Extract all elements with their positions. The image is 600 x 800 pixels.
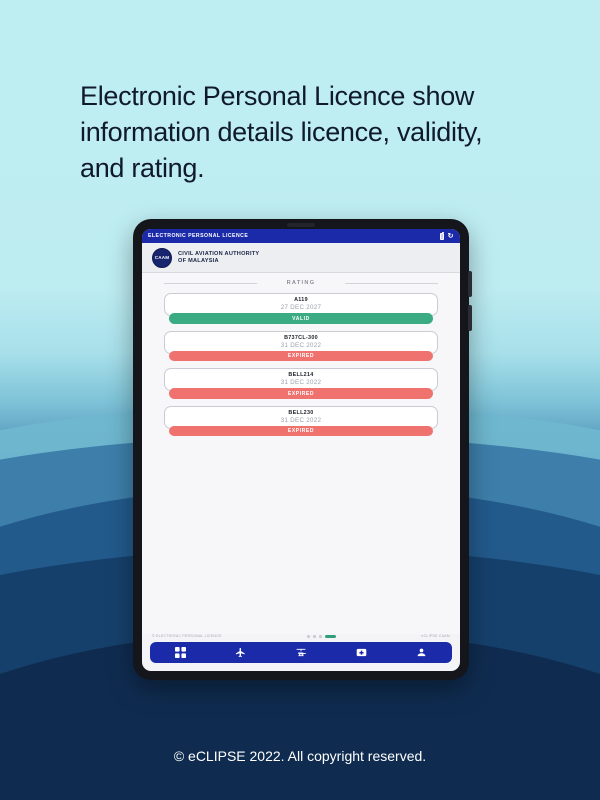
rating-card[interactable] [164, 331, 438, 362]
helicopter-icon [295, 647, 307, 658]
dashboard-icon [175, 647, 186, 658]
rating-name: A119 [294, 297, 308, 303]
rating-expiry-date: 31 DEC 2022 [280, 379, 322, 386]
nav-item-aeroplane[interactable] [213, 642, 267, 663]
rating-expiry-date: 31 DEC 2022 [280, 416, 322, 424]
organisation-name [178, 251, 259, 265]
organisation-line-1: CIVIL AVIATION AUTHORITY [178, 250, 260, 257]
status-bar-icons [440, 233, 454, 240]
tablet-screen [142, 229, 460, 671]
section-title-rating: RATING [164, 280, 438, 286]
rating-card[interactable] [164, 406, 438, 437]
nav-item-medical[interactable] [334, 642, 388, 663]
caam-logo-icon [152, 248, 172, 268]
headline: Electronic Personal Licence show information details licence, validity, and rating. [80, 81, 483, 184]
tablet-power-button[interactable] [468, 305, 472, 331]
airplane-icon [235, 647, 246, 658]
nav-item-helicopter[interactable] [274, 642, 328, 663]
logo-text: CAAM [154, 255, 170, 260]
rating-name: BELL214 [288, 372, 314, 378]
bottom-navigation-bar [150, 642, 452, 663]
medical-icon [356, 647, 367, 658]
page-dot[interactable] [313, 635, 316, 638]
footer-copyright: © ELECTRONIC PERSONAL LICENCE [152, 634, 222, 638]
status-bar-title: ELECTRONIC PERSONAL LICENCE [148, 233, 249, 239]
battery-icon [440, 233, 444, 240]
tablet-device-frame [133, 219, 469, 680]
tablet-volume-button[interactable] [468, 271, 472, 297]
rating-status-badge: EXPIRED [169, 426, 432, 437]
rating-status-badge: VALID [169, 313, 432, 324]
page-dot[interactable] [307, 635, 310, 638]
rating-status-badge: EXPIRED [169, 388, 432, 399]
rating-card[interactable] [164, 293, 438, 324]
rating-expiry-date: 27 DEC 2027 [280, 304, 322, 311]
rating-expiry-date: 31 DEC 2022 [280, 341, 322, 349]
page-indicator[interactable] [307, 635, 336, 638]
rating-card[interactable] [164, 368, 438, 399]
nav-item-dashboard[interactable] [153, 642, 207, 663]
nav-item-profile[interactable] [395, 642, 449, 663]
page-dot-active[interactable] [325, 635, 336, 638]
footer-brand: eCLIPSE CAAM [421, 634, 450, 638]
person-icon [416, 647, 427, 658]
app-header [142, 243, 460, 273]
footer-meta [142, 634, 460, 642]
page-dot[interactable] [319, 635, 322, 638]
poster-footer: © eCLIPSE 2022. All copyright reserved. [173, 748, 427, 764]
rating-name: BELL230 [288, 409, 314, 416]
rating-list-panel [142, 273, 460, 634]
organisation-line-2: OF MALAYSIA [178, 257, 219, 264]
app-status-bar [142, 229, 460, 243]
refresh-icon[interactable]: ↻ [447, 232, 454, 240]
rating-name: B737CL-300 [284, 334, 318, 341]
rating-status-badge: EXPIRED [169, 351, 432, 362]
tablet-camera [287, 223, 315, 227]
